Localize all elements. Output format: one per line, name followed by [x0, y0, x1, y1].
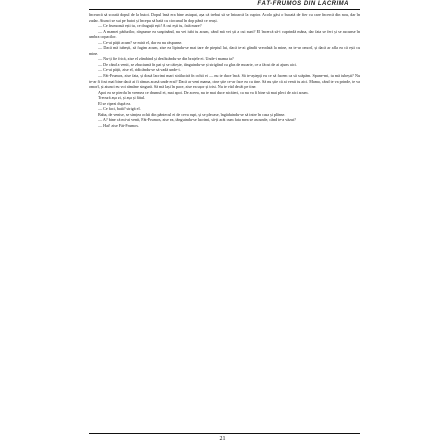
- paragraph: — Hai! zise Făt-Frumos.: [98, 122, 139, 128]
- paragraph: — Nu-ți fie frică, zise el zâmbind și desfăcându-se din brațele ei. Unde-i mama ta?: [98, 56, 234, 62]
- header-rule: [89, 9, 360, 10]
- paragraph: — Ce faci, bată? strigă el.: [98, 106, 141, 112]
- paragraph: — Ce frumoasă ești tu, ce draguță ești! A cui ești tu, fată mare?: [98, 23, 202, 29]
- paragraph: încearcă să scoată dopul de la butoi. Dopul însă era bine astupat, așa că trebui să se întoarcă la cuptor. Acolo găsi o bucată de fier cu care încercă din nou, dar în zadar. Atunci se sui pe butoi și începu să bată cu ciocanul în dop până ce reuși.: [89, 12, 360, 23]
- paragraph: — Ce-ai pățit, zise el, ridicându-se să vadă unde-i.: [98, 67, 181, 73]
- running-title: FĂT-FRUMOS DIN LACRIMĂ: [257, 1, 349, 7]
- paragraph: — Ce-ai pățit acum? se miră el, dar ea nu răspunse.: [98, 39, 183, 45]
- paragraph: Trecură așa zi, și așa și fătul.: [98, 95, 146, 101]
- paragraph: — De când a venit, se zbuciumă în pat și se căiește, tânguindu-se și strigând cu glas de moarte, ce a făcut de ai ajuns aici.: [98, 61, 297, 67]
- paragraph: — Dacă mă iubești, să fugim acum, zise ea lipindu-se mai tare de pieptul lui, dacă te-ai gândit vreodată la mine, ea te-ar omorî, și dacă ar afla ea că ești cu mine.: [89, 45, 360, 56]
- body-text: [89, 12, 360, 128]
- paragraph: — A? bine că mi-ai venit, Făt-Frumos, zise ea, tânguindu-se lacrimi, să-ți arăt cum fata mea se ascunde, când te-a văzut?: [98, 117, 296, 123]
- page-number: 21: [219, 436, 226, 442]
- footer-rule: [89, 433, 360, 434]
- paragraph: — Făt-Frumos, zise fata, și două lacrimi mari străluciră în ochii ei — nu te duce încă. Să te-aștepți eu ce să facem ca să scăpăm. Spune-mi, tu mă iubești? Nu te-ar fi fost mai bine dacă ai fi rămas acasă unde erai? Dacă ar veni mama, cine știe ce-ar face ea cu tine. Să nu știe că ai venit tu aici. Mama, când te va prinde, te va omorî, și atunci eu voi rămâne singură. Să mă lași în pace, zise ea ușor și trist. Nu te văd decât pe tine.: [89, 73, 360, 90]
- running-header: [0, 0, 445, 8]
- paragraph: Apoi ea se pierdu în vremea ce drumul ei, mai apoi. De aceea, nu te mai duce nicăieri, ca nu va fi bine să mai pleci de aici acum.: [98, 89, 309, 95]
- paragraph: — A mamei pădurilor, răspunse ea suspinând, nu vei iubi tu acum, când mă vei ști a cui sunt? El încercă să-i cuprindă mâna, dar fata se feri și se ascunse în umbra copacilor.: [89, 28, 360, 40]
- paragraph: Baba, de venise, se simțea ochii din pântecul ei de ceva rupt, și se plecase, îngăduindu-se să intre în casa și plânse.: [98, 111, 286, 117]
- paragraph: El se ripezi după ea.: [98, 100, 132, 106]
